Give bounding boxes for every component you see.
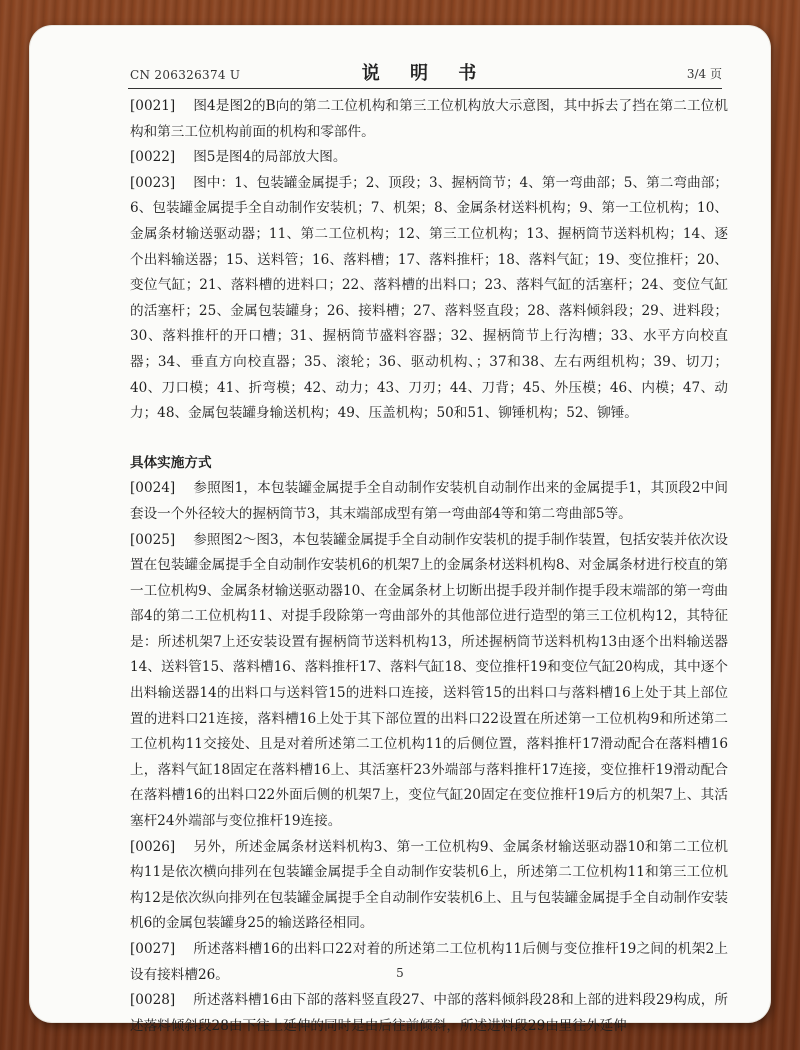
page-title: 说 明 书 xyxy=(361,63,489,84)
paragraph-0024 xyxy=(130,476,728,527)
paragraph-0027 xyxy=(130,937,728,988)
paragraph-0022 xyxy=(130,145,728,171)
paragraph-0021 xyxy=(130,94,728,145)
paragraph-0023 xyxy=(130,171,728,427)
page-header xyxy=(128,62,722,89)
paragraph-text: 图中：1、包装罐金属提手；2、顶段；3、握柄筒节；4、第一弯曲部；5、第二弯曲部；6、包装罐金属提手全自动制作安装机；7、机架；8、金属条材送料机构；9、第一工位机构；10、金属条材输送驱动器；11、第二工位机构；12、第三工位机构；13、握柄筒节送料机构；14、逐个出料输送器；15、送料管；16、落料槽；17、落料推杆；18、落料气缸；19、变位推杆；20、变位气缸；21、落料槽的进料口；22、落料槽的出料口；23、落料气缸的活塞杆；24、变位气缸的活塞杆；25、金属包装罐身；26、接料槽；27、落料竖直段；28、落料倾斜段；29、进料段；30、落料推杆的开口槽；31、握柄筒节盛料容器；32、握柄筒节上行沟槽；33、水平方向校直器；34、垂直方向校直器；35、滚轮；36、驱动机构、；37和38、左右两组机构；39、切刀；40、刀口模；41、折弯模；42、动力；43、刀刃；44、刀背；45、外压模；46、内模；47、动力；48、金属包装罐身输送机构；49、压盖机构；50和51、铆锤机构；52、铆锤。 xyxy=(130,174,728,422)
paragraph-0028 xyxy=(130,988,728,1039)
page-number: 5 xyxy=(396,966,404,980)
document-body xyxy=(130,94,728,1039)
paragraph-number: [0025] xyxy=(130,531,176,548)
paragraph-text: 图5是图4的局部放大图。 xyxy=(193,149,347,166)
paragraph-number: [0028] xyxy=(130,992,176,1009)
paragraph-text: 参照图2～图3，本包装罐金属提手全自动制作安装机的提手制作装置，包括安装并依次设置在包装罐金属提手全自动制作安装机6的机架7上的金属条材送料机构8、对金属条材进行校直的第一工位机构9、金属条材输送驱动器10、在金属条材上切断出提手段并制作提手段末端部的第一弯曲部4的第二工位机构11、对提手段除第一弯曲部外的其他部位进行造型的第三工位机构12，其特征是：所述机架7上还安装设置有握柄筒节送料机构13，所述握柄筒节送料机构13由逐个出料输送器14、送料管15、落料槽16、落料推杆17、落料气缸18、变位推杆19和变位气缸20构成，其中逐个出料输送器14的出料口与送料管15的进料口连接，送料管15的出料口与落料槽16上处于其上部位置的进料口21连接，落料槽16上处于其下部位置的出料口22设置在所述第一工位机构9和所述第二工位机构11交接处、且是对着所述第二工位机构11的后侧位置，落料推杆17滑动配合在落料槽16上，落料气缸18固定在落料槽16上、其活塞杆23外端部与落料推杆17连接，变位推杆19滑动配合在落料槽16的出料口22外面后侧的机架7上，变位气缸20固定在变位推杆19后方的机架7上、其活塞杆24外端部与变位推杆19连接。 xyxy=(130,531,728,830)
paragraph-number: [0026] xyxy=(130,838,176,855)
section-heading: 具体实施方式 xyxy=(130,454,212,471)
paragraph-number: [0023] xyxy=(130,174,176,191)
paragraph-number: [0024] xyxy=(130,480,176,497)
paragraph-number: [0021] xyxy=(130,98,176,114)
patent-number: CN 206326374 U xyxy=(130,68,241,82)
paragraph-number: [0027] xyxy=(130,941,176,957)
paragraph-0026 xyxy=(130,835,728,937)
page-info: 3/4 页 xyxy=(686,67,722,81)
paragraph-text: 另外，所述金属条材送料机构3、第一工位机构9、金属条材输送驱动器10和第二工位机构11是依次横向排列在包装罐金属提手全自动制作安装机6上，所述第二工位机构11和第三工位机构12是依次纵向排列在包装罐金属提手全自动制作安装机6上、且与包装罐金属提手全自动制作安装机6的金属包装罐身25的输送路径相同。 xyxy=(130,838,728,932)
paragraph-text: 所述落料槽16的出料口22对着的所述第二工位机构11后侧与变位推杆19之间的机架2上设有接料槽26。 xyxy=(130,941,728,983)
paragraph-text: 所述落料槽16由下部的落料竖直段27、中部的落料倾斜段28和上部的进料段29构成，所述落料倾斜段28由下往上延伸的同时是由后往前倾斜，所述进料段29由里往外延伸 xyxy=(130,992,728,1034)
paragraph-0025 xyxy=(130,528,728,835)
document-page xyxy=(30,26,770,1034)
paragraph-text: 参照图1，本包装罐金属提手全自动制作安装机自动制作出来的金属提手1，其顶段2中间套设一个外径较大的握柄筒节3，其末端部成型有第一弯曲部4等和第二弯曲部5等。 xyxy=(130,480,728,522)
paragraph-number: [0022] xyxy=(130,149,176,166)
paragraph-text: 图4是图2的B向的第二工位机构和第三工位机构放大示意图，其中拆去了挡在第二工位机构和第三工位机构前面的机构和零部件。 xyxy=(130,98,728,140)
